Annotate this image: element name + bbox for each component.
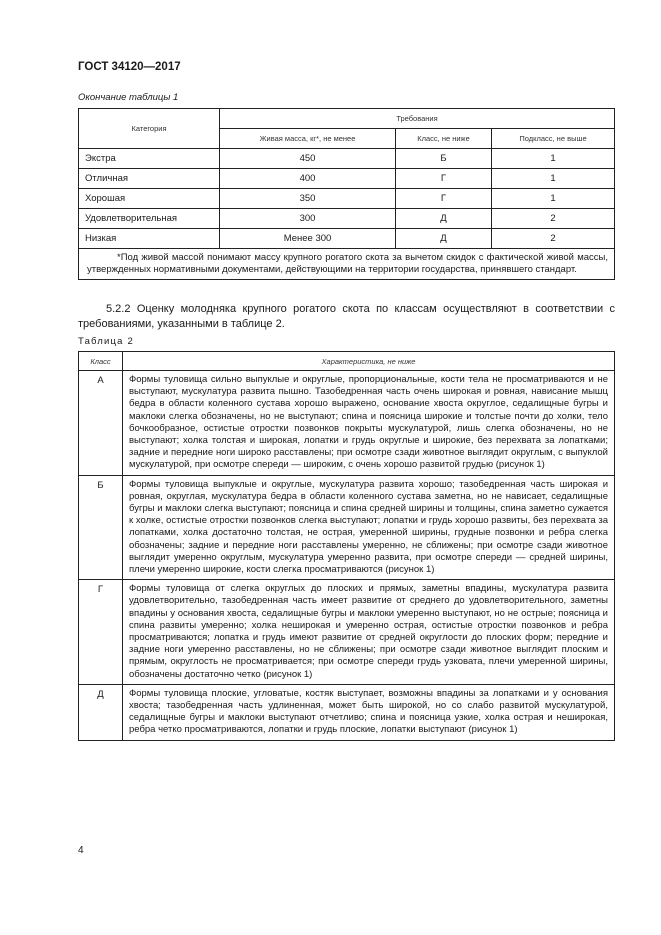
table-row (79, 580, 615, 685)
table-2 (78, 351, 615, 741)
table-row (79, 475, 615, 580)
table-row (79, 189, 615, 209)
class-cell: Д (396, 209, 492, 229)
class-cell: Д (79, 684, 123, 740)
table2-caption: Таблица 2 (78, 336, 134, 347)
class-column-header: Класс (79, 352, 123, 371)
characteristic-cell: Формы туловища от слегка округлых до плоских и прямых, заметны впадины, мускулатура развита удовлетворительно, тазобедренная часть имеет развитие от среднего до удовлетворительного, заметны впадины у основания хвоста, седалищные бугры и маклоки умеренно выступают, но не острые; поясница и спина развиты умеренно; холка неширокая и умеренно острая, остистые отростки позвонков и ребра просматриваются; лопатка и грудь имеют развитие от средней округлости до плоских форм; передние и задние ноги умеренно расставлены, но не сближены; при осмотре сзади животное выглядит плоским и прямым, округлость не просматривается; при осмотре спереди грудь узковата, плечи умеренной ширины, обозначены достаточно четко (рисунок 1) (123, 580, 615, 685)
class-cell: А (79, 371, 123, 476)
subclass-cell: 2 (492, 229, 615, 249)
class-cell: Д (396, 229, 492, 249)
class-cell: Б (79, 475, 123, 580)
mass-cell: 300 (220, 209, 396, 229)
category-cell: Экстра (79, 149, 220, 169)
mass-header: Живая масса, кг*, не менее (220, 129, 396, 149)
subclass-header: Подкласс, не выше (492, 129, 615, 149)
table-row (79, 209, 615, 229)
subclass-cell: 1 (492, 169, 615, 189)
characteristic-cell: Формы туловища выпуклые и округлые, мускулатура развита хорошо; тазобедренная часть широкая и ровная, округлая, мускулатура бедра в области коленного сустава заметна, но не нависает, седалищные бугры и маклоки слегка выступают; поясница и спина средней ширины и толщины, спина заметно сужается к холке, остистые отростки позвонков слегка выступают; лопатки и грудь хорошо развиты, без перехвата за лопатками, холка достаточно толстая, не острая, умеренной ширины, грудные позвонки и ребра слегка обозначены; задние и передние ноги расставлены умеренно, не сближены; при осмотре сзади животное выглядит умеренно округлым, мускулатура умеренно развита, при осмотре спереди — средней ширины, плечи умеренно широкие, кости слегка просматриваются (рисунок 1) (123, 475, 615, 580)
mass-cell: Менее 300 (220, 229, 396, 249)
class-header: Класс, не ниже (396, 129, 492, 149)
subclass-cell: 2 (492, 209, 615, 229)
characteristic-cell: Формы туловища плоские, угловатые, костяк выступает, возможны впадины за лопатками и у основания хвоста; тазобедренная часть удлиненная, может быть широкой, но со слабо развитой мускулатурой, седалищные бугры и маклоки выступают отчетливо; спина и поясница узкие, холка острая и неширокая, ребра четко просматриваются, лопатки и грудь плоские, лопатки выступают (рисунок 1) (123, 684, 615, 740)
table-row (79, 229, 615, 249)
class-cell: Г (396, 189, 492, 209)
class-cell: Г (396, 169, 492, 189)
table-row (79, 149, 615, 169)
characteristic-cell: Формы туловища сильно выпуклые и округлые, пропорциональные, кости тела не просматриваются и не выступают, мускулатура развита пышно. Тазобедренная часть очень широкая и ровная, нависание мышц бедра в области коленного сустава хорошо выражено, основание хвоста округлое, седалищные бугры и маклоки слегка обозначены, но не выступают; спина и поясница широкие и толстые почти до холки, тело бочкообразное, остистые отростки позвонков покрыты мускулатурой, лишь слегка обозначены, но не выступают; холка толстая и широкая, лопатки и грудь округлые и широкие, без перехвата за лопатками; задние и передние ноги широко расставлены; при осмотре сзади животное выглядит округлым, с выпуклой мускулатурой, при осмотре спереди — широким, с очень хорошо развитой грудью (рисунок 1) (123, 371, 615, 476)
table1-footnote: *Под живой массой понимают массу крупного рогатого скота за вычетом скидок с фактической живой массы, утвержденных нормативными документами, действующими на территории государства, принявшего стандарт. (79, 249, 615, 280)
table-row (79, 371, 615, 476)
table-row (79, 169, 615, 189)
table-1 (78, 108, 615, 280)
subclass-cell: 1 (492, 149, 615, 169)
characteristic-column-header: Характеристика, не ниже (123, 352, 615, 371)
category-cell: Хорошая (79, 189, 220, 209)
page-number: 4 (78, 845, 84, 856)
category-header: Категория (79, 109, 220, 149)
requirements-header: Требования (220, 109, 615, 129)
mass-cell: 350 (220, 189, 396, 209)
document-header: ГОСТ 34120—2017 (78, 61, 181, 73)
subclass-cell: 1 (492, 189, 615, 209)
mass-cell: 450 (220, 149, 396, 169)
class-cell: Б (396, 149, 492, 169)
table1-caption: Окончание таблицы 1 (78, 92, 179, 103)
paragraph-5-2-2: 5.2.2 Оценку молодняка крупного рогатого скота по классам осуществляют в соответствии с требованиями, указанными в таблице 2. (78, 303, 615, 330)
class-cell: Г (79, 580, 123, 685)
category-cell: Удовлетворительная (79, 209, 220, 229)
category-cell: Отличная (79, 169, 220, 189)
category-cell: Низкая (79, 229, 220, 249)
mass-cell: 400 (220, 169, 396, 189)
table-row (79, 684, 615, 740)
